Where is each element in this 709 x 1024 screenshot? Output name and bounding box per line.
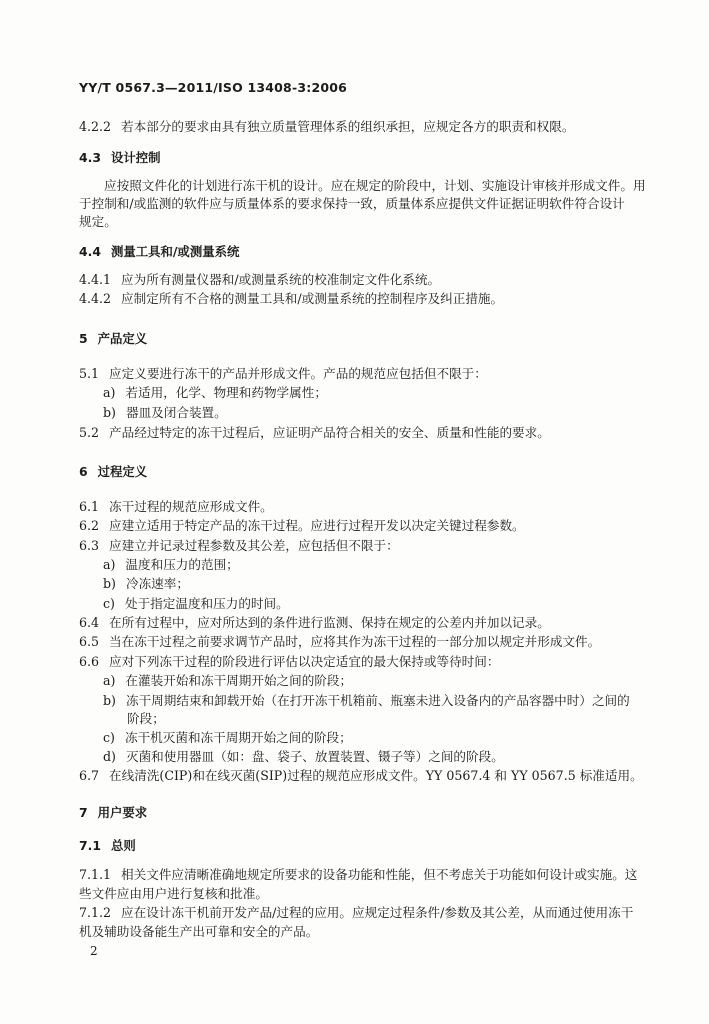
heading-title: 测量工具和/或测量系统 — [110, 244, 240, 259]
clause-text: 应在设计冻干机前开发产品/过程的应用。应规定过程条件/参数及其公差，从而通过使用冻干 — [121, 905, 634, 920]
clause-7-1-2 — [79, 905, 633, 921]
list-text: 若适用，化学、物理和药物学属性； — [125, 385, 327, 400]
heading-number: 6 — [79, 464, 88, 479]
list-marker: a) — [103, 557, 116, 572]
heading-number: 5 — [79, 331, 88, 346]
clause-number: 4.2.2 — [79, 119, 112, 134]
page-number: 2 — [90, 944, 98, 958]
list-marker: c) — [103, 596, 115, 611]
clause-text: 应定义要进行冻干的产品并形成文件。产品的规范应包括但不限于： — [109, 366, 487, 381]
clause-text: 应制定所有不合格的测量工具和/或测量系统的控制程序及纠正措施。 — [121, 291, 504, 306]
clause-6-1 — [79, 499, 273, 515]
clause-text: 冻干过程的规范应形成文件。 — [109, 499, 273, 514]
paragraph-line: 些文件应由用户进行复核和批准。 — [79, 886, 268, 901]
paragraph-line: 于控制和/或监测的软件应与质量体系的要求保持一致，质量体系应提供文件证据证明软件符合设计 — [79, 196, 625, 211]
paragraph-line: 规定。 — [79, 214, 117, 229]
clause-text: 在所有过程中，应对所达到的条件进行监测、保持在规定的公差内并加以记录。 — [109, 615, 550, 630]
clause-number: 6.1 — [79, 499, 100, 514]
heading-4-3 — [79, 150, 161, 166]
list-item-a — [103, 385, 327, 401]
list-text: 温度和压力的范围； — [125, 557, 239, 572]
list-item-b — [103, 405, 227, 421]
heading-number: 4.4 — [79, 244, 101, 259]
clause-number: 6.3 — [79, 538, 100, 553]
heading-title: 总则 — [110, 838, 136, 853]
clause-text: 产品经过特定的冻干过程后，应证明产品符合相关的安全、质量和性能的要求。 — [109, 425, 550, 440]
clause-number: 4.4.1 — [79, 272, 112, 287]
heading-6 — [79, 464, 147, 480]
clause-6-6 — [79, 654, 499, 670]
heading-number: 7.1 — [79, 838, 101, 853]
clause-4-4-2 — [79, 291, 503, 307]
clause-text: 当在冻干过程之前要求调节产品时，应将其作为冻干过程的一部分加以规定并形成文件。 — [109, 634, 601, 649]
clause-6-7 — [79, 768, 643, 784]
heading-title: 产品定义 — [97, 331, 148, 346]
clause-number: 7.1.1 — [79, 867, 112, 882]
clause-number: 4.4.2 — [79, 291, 112, 306]
clause-4-4-1 — [79, 272, 440, 288]
list-text: 在灌装开始和冻干周期开始之间的阶段； — [125, 673, 353, 688]
heading-7 — [79, 805, 147, 821]
list-text: 处于指定温度和压力的时间。 — [124, 596, 289, 611]
list-text: 冻干周期结束和卸载开始（在打开冻干机箱前、瓶塞未进入设备内的产品容器中时）之间的 — [125, 693, 630, 708]
heading-4-4 — [79, 244, 239, 260]
clause-text: 应建立并记录过程参数及其公差，应包括但不限于： — [109, 538, 399, 553]
clause-6-5 — [79, 634, 600, 650]
heading-title: 设计控制 — [110, 150, 161, 165]
clause-5-1 — [79, 366, 487, 382]
clause-6-2 — [79, 518, 525, 534]
clause-7-1-1 — [79, 867, 637, 883]
list-marker: a) — [103, 385, 116, 400]
clause-number: 6.4 — [79, 615, 100, 630]
list-marker: d) — [103, 749, 116, 764]
list-item-continuation: 阶段； — [127, 711, 165, 726]
clause-text: 相关文件应清晰准确地规定所要求的设备功能和性能，但不考虑关于功能如何设计或实施。这 — [121, 867, 638, 882]
heading-title: 过程定义 — [97, 464, 148, 479]
clause-5-2 — [79, 425, 550, 441]
paragraph-line: 机及辅助设备能生产出可靠和安全的产品。 — [79, 924, 319, 939]
list-marker: b) — [103, 405, 116, 420]
heading-5 — [79, 331, 147, 347]
heading-title: 用户要求 — [97, 805, 148, 820]
clause-text: 应对下列冻干过程的阶段进行评估以决定适宜的最大保持或等待时间： — [109, 654, 500, 669]
clause-text: 在线清洗(CIP)和在线灭菌(SIP)过程的规范应形成文件。YY 0567.4 和 YY 0567.5 标准适用。 — [109, 768, 643, 783]
heading-number: 4.3 — [79, 150, 101, 165]
standard-header: YY/T 0567.3—2011/ISO 13408-3:2006 — [79, 80, 348, 95]
list-marker: c) — [103, 730, 115, 745]
list-item-b — [103, 693, 630, 709]
clause-6-4 — [79, 615, 550, 631]
heading-7-1 — [79, 838, 136, 854]
clause-number: 5.2 — [79, 425, 100, 440]
clause-number: 6.6 — [79, 654, 100, 669]
list-text: 冷冻速率； — [125, 576, 189, 591]
clause-number: 7.1.2 — [79, 905, 112, 920]
list-item-b — [103, 576, 189, 592]
list-item-a — [103, 557, 239, 573]
list-marker: a) — [103, 673, 116, 688]
heading-number: 7 — [79, 805, 88, 820]
list-item-c — [103, 596, 289, 612]
paragraph-line: 应按照文件化的计划进行冻干机的设计。应在规定的阶段中，计划、实施设计审核并形成文件。用 — [104, 178, 646, 193]
list-text: 灭菌和使用器皿（如：盘、袋子、放置装置、镊子等）之间的阶段。 — [125, 749, 504, 764]
clause-6-3 — [79, 538, 399, 554]
list-item-c — [103, 730, 352, 746]
clause-text: 应建立适用于特定产品的冻干过程。应进行过程开发以决定关键过程参数。 — [109, 518, 525, 533]
clause-4-2-2 — [79, 119, 574, 135]
clause-number: 6.5 — [79, 634, 100, 649]
clause-number: 6.2 — [79, 518, 100, 533]
clause-number: 5.1 — [79, 366, 100, 381]
clause-text: 应为所有测量仪器和/或测量系统的校准制定文件化系统。 — [121, 272, 441, 287]
list-text: 冻干机灭菌和冻干周期开始之间的阶段； — [124, 730, 352, 745]
clause-text: 若本部分的要求由具有独立质量管理体系的组织承担，应规定各方的职责和权限。 — [121, 119, 575, 134]
list-marker: b) — [103, 693, 116, 708]
clause-number: 6.7 — [79, 768, 100, 783]
list-marker: b) — [103, 576, 116, 591]
list-text: 器皿及闭合装置。 — [125, 405, 227, 420]
list-item-d — [103, 749, 504, 765]
list-item-a — [103, 673, 352, 689]
